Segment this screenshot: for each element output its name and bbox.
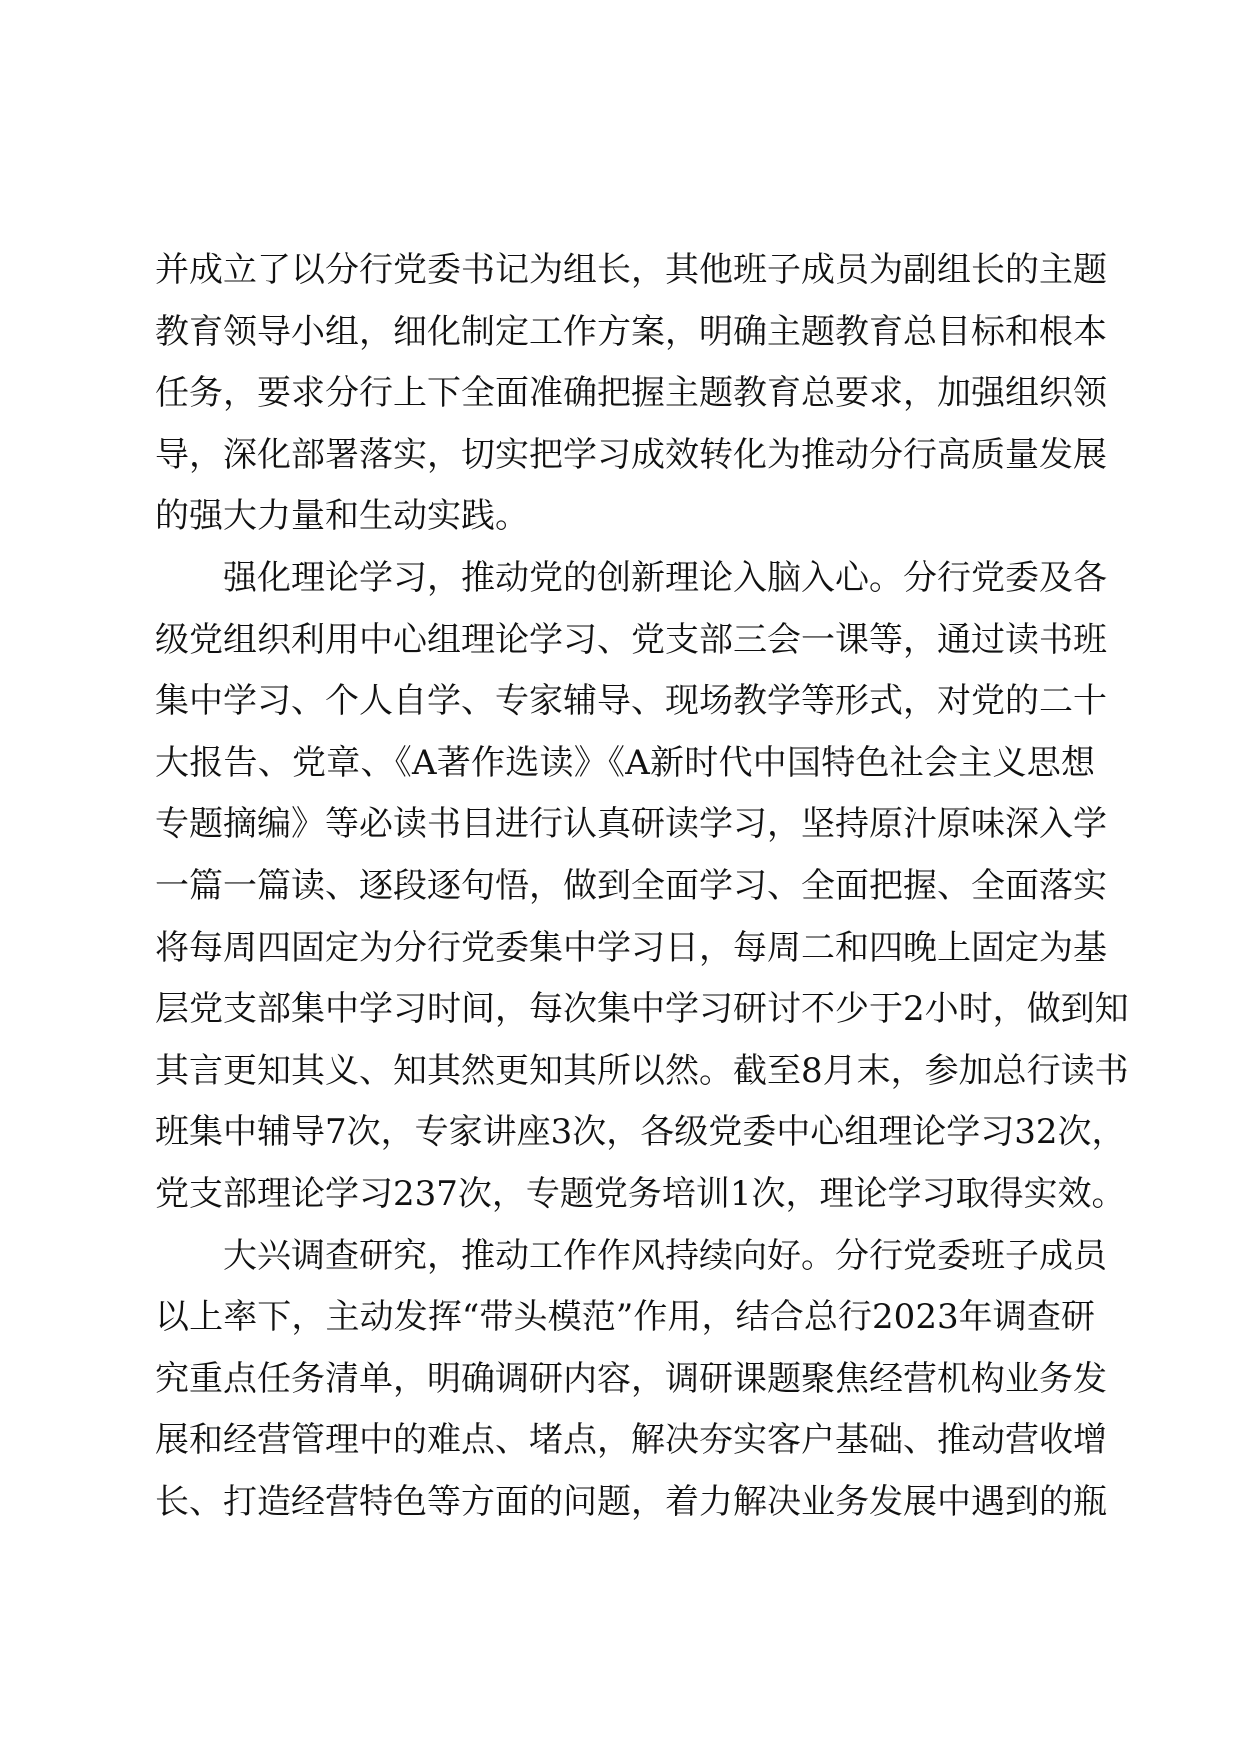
text-line: 导，深化部署落实，切实把学习成效转化为推动分行高质量发展 (155, 434, 1107, 475)
paragraph-1 (155, 240, 1107, 548)
text-line: 集中学习、个人自学、专家辅导、现场教学等形式，对党的二十 (155, 681, 1107, 722)
text-line: 班集中辅导7次，专家讲座3次，各级党委中心组理论学习32次， (155, 1112, 1126, 1153)
text-line: 究重点任务清单，明确调研内容，调研课题聚焦经营机构业务发 (155, 1358, 1107, 1399)
text-line: 长、打造经营特色等方面的问题，着力解决业务发展中遇到的瓶 (155, 1481, 1107, 1522)
text-line: 一篇一篇读、逐段逐句悟，做到全面学习、全面把握、全面落实 (155, 865, 1107, 906)
text-line: 的强大力量和生动实践。 (155, 496, 529, 537)
text-line: 展和经营管理中的难点、堵点，解决夯实客户基础、推动营收增 (155, 1420, 1107, 1461)
text-line: 大报告、党章、《A著作选读》《A新时代中国特色社会主义思想 (155, 742, 1095, 783)
text-line: 强化理论学习，推动党的创新理论入脑入心。分行党委及各 (223, 557, 1107, 598)
document-body (155, 240, 1129, 1533)
text-line: 任务，要求分行上下全面准确把握主题教育总要求，加强组织领 (155, 373, 1107, 414)
paragraph-2 (155, 548, 1129, 1226)
text-line: 级党组织利用中心组理论学习、党支部三会一课等，通过读书班 (155, 619, 1107, 660)
text-line: 大兴调查研究，推动工作作风持续向好。分行党委班子成员 (223, 1235, 1107, 1276)
text-line: 层党支部集中学习时间，每次集中学习研讨不少于2小时，做到知 (155, 989, 1129, 1030)
text-line: 并成立了以分行党委书记为组长，其他班子成员为副组长的主题 (155, 250, 1107, 290)
text-line: 其言更知其义、知其然更知其所以然。截至8月末，参加总行读书 (155, 1050, 1129, 1091)
text-line: 教育领导小组，细化制定工作方案，明确主题教育总目标和根本 (155, 311, 1107, 352)
text-line: 将每周四固定为分行党委集中学习日，每周二和四晚上固定为基 (155, 927, 1107, 968)
paragraph-3 (155, 1226, 1107, 1534)
text-line: 专题摘编》等必读书目进行认真研读学习，坚持原汁原味深入学 (155, 804, 1107, 845)
text-line: 以上率下，主动发挥“带头模范”作用，结合总行2023年调查研 (155, 1297, 1095, 1338)
text-line: 党支部理论学习237次，专题党务培训1次，理论学习取得实效。 (155, 1173, 1126, 1214)
